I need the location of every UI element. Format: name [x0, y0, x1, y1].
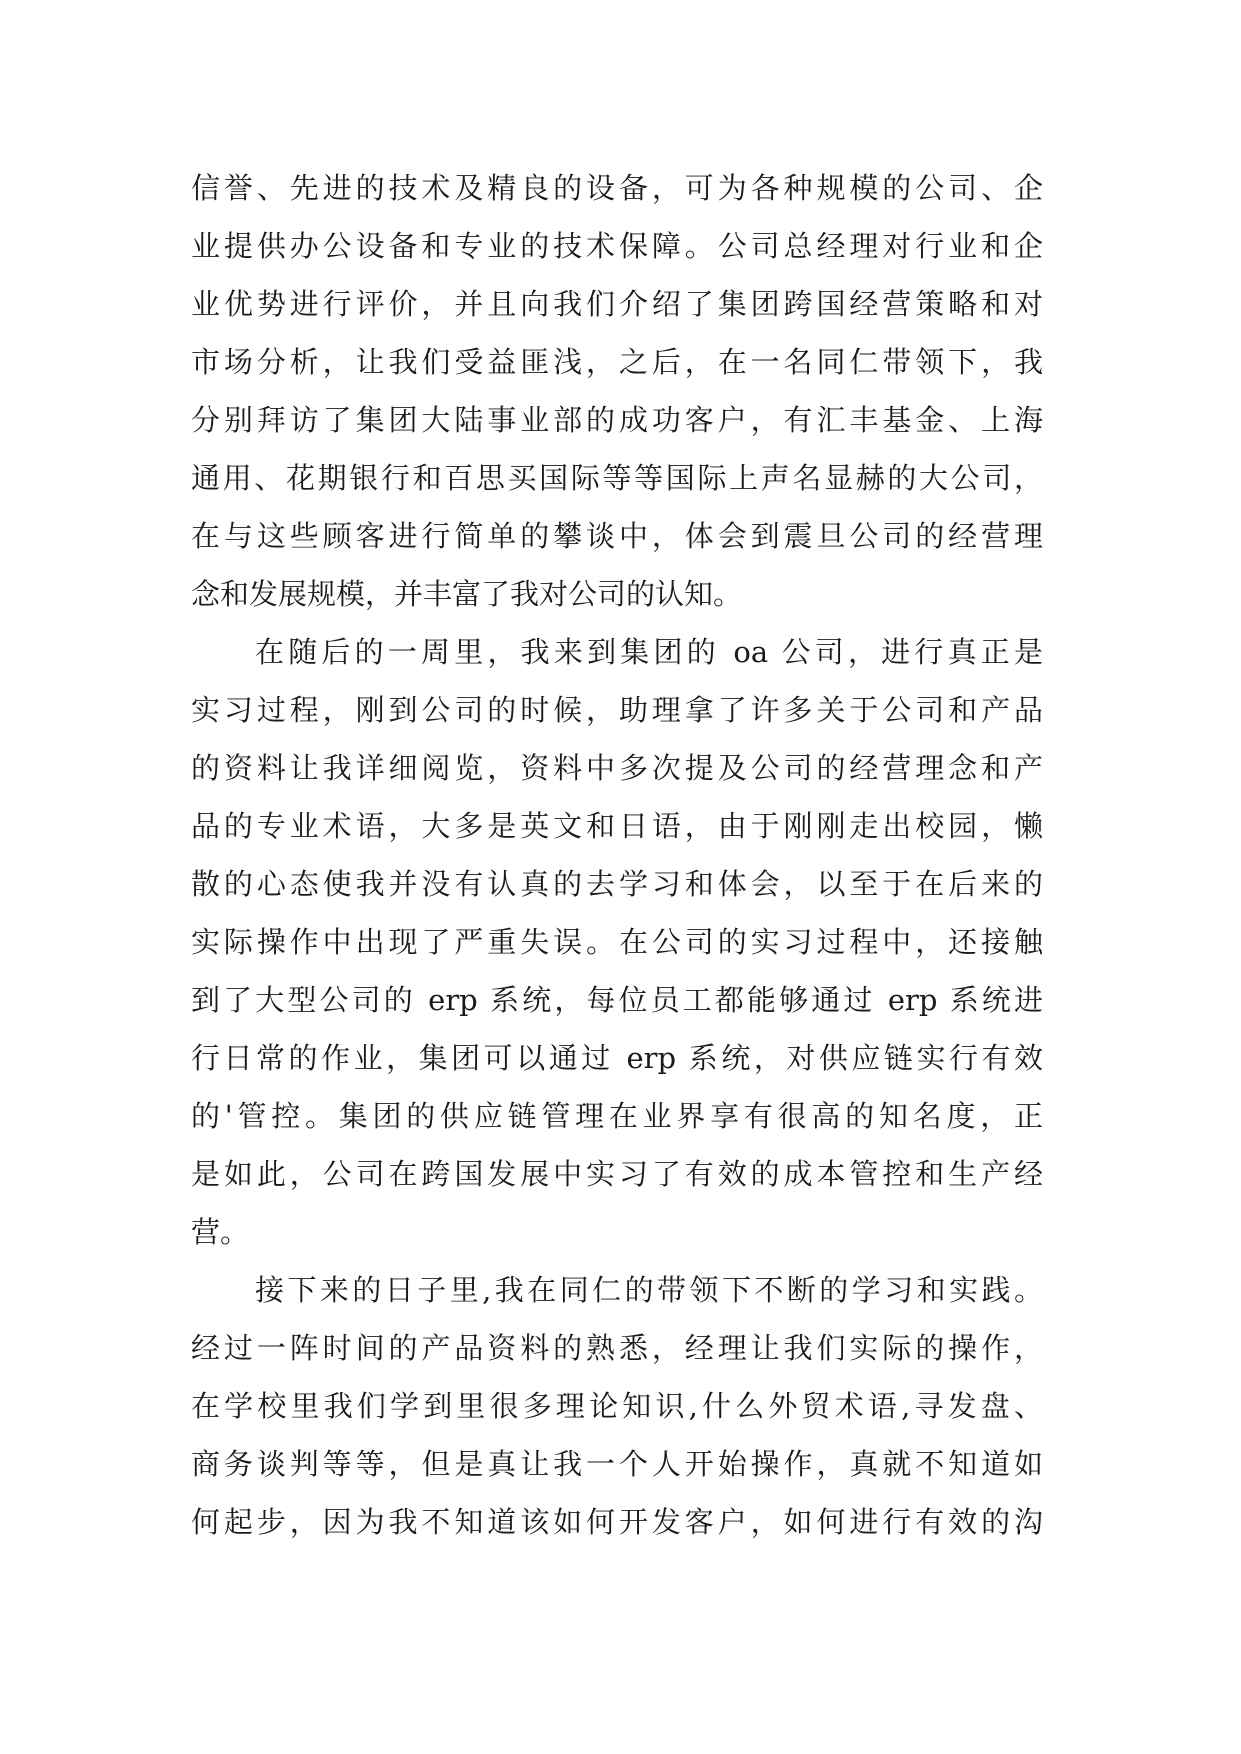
text-line: 散的心态使我并没有认真的去学习和体会，以至于在后来的: [191, 867, 1043, 901]
text-line: 在与这些顾客进行简单的攀谈中，体会到震旦公司的经营理: [191, 519, 1043, 553]
text-line: 分别拜访了集团大陆事业部的成功客户，有汇丰基金、上海: [191, 403, 1043, 437]
text-line: 业优势进行评价，并且向我们介绍了集团跨国经营策略和对: [191, 287, 1043, 321]
text-line: 何起步，因为我不知道该如何开发客户，如何进行有效的沟: [191, 1505, 1043, 1539]
text-line: 是如此，公司在跨国发展中实习了有效的成本管控和生产经: [191, 1157, 1043, 1191]
text-line: 实际操作中出现了严重失误。在公司的实习过程中，还接触: [191, 925, 1043, 959]
text-line: 到了大型公司的 erp 系统，每位员工都能够通过 erp 系统进: [191, 983, 1043, 1017]
text-line: 市场分析，让我们受益匪浅，之后，在一名同仁带领下，我: [191, 345, 1043, 379]
text-line: 念和发展规模，并丰富了我对公司的认知。: [191, 577, 743, 611]
text-line: 通用、花期银行和百思买国际等等国际上声名显赫的大公司，: [191, 461, 1043, 495]
text-line: 实习过程，刚到公司的时候，助理拿了许多关于公司和产品: [191, 693, 1043, 727]
text-line: 营。: [191, 1215, 250, 1249]
paragraph-first-line: 在随后的一周里，我来到集团的 oa 公司，进行真正是: [255, 635, 1043, 669]
text-line: 经过一阵时间的产品资料的熟悉，经理让我们实际的操作，: [191, 1331, 1043, 1365]
text-line: 商务谈判等等，但是真让我一个人开始操作，真就不知道如: [191, 1447, 1043, 1481]
text-line: 品的专业术语，大多是英文和日语，由于刚刚走出校园，懒: [191, 809, 1043, 843]
paragraph-first-line: 接下来的日子里,我在同仁的带领下不断的学习和实践。: [255, 1273, 1043, 1307]
text-line: 业提供办公设备和专业的技术保障。公司总经理对行业和企: [191, 229, 1043, 263]
text-line: 行日常的作业，集团可以通过 erp 系统，对供应链实行有效: [191, 1041, 1043, 1075]
text-line: 的资料让我详细阅览，资料中多次提及公司的经营理念和产: [191, 751, 1043, 785]
text-line: 在学校里我们学到里很多理论知识,什么外贸术语,寻发盘、: [191, 1389, 1043, 1423]
text-line: 的'管控。集团的供应链管理在业界享有很高的知名度，正: [191, 1099, 1043, 1133]
text-line: 信誉、先进的技术及精良的设备，可为各种规模的公司、企: [191, 171, 1043, 205]
document-body: [191, 159, 1043, 1551]
